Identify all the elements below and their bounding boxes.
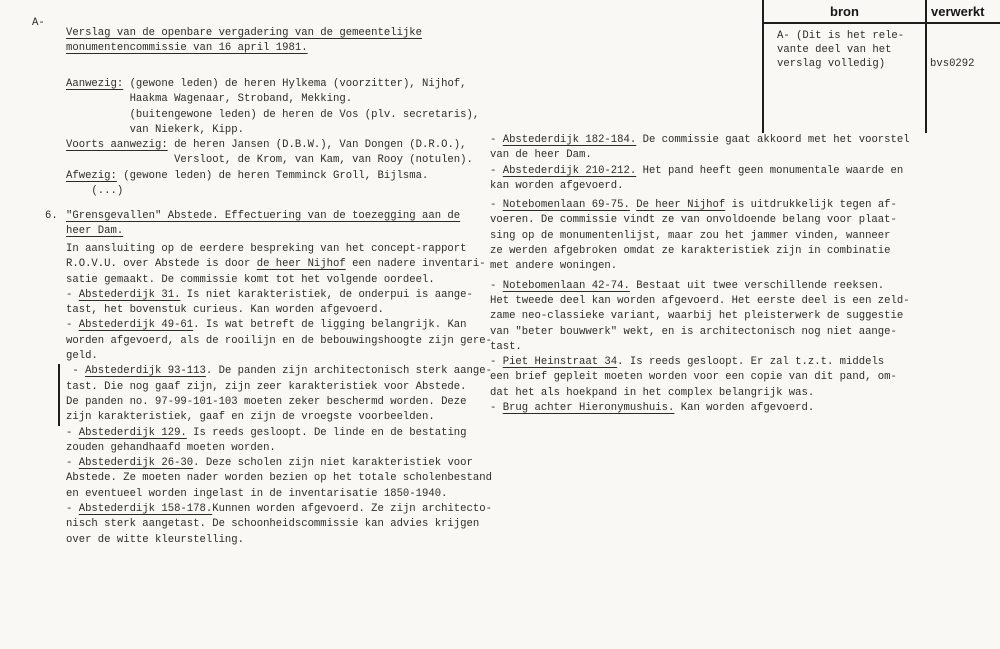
text-line: Haakma Wagenaar, Stroband, Mekking. bbox=[66, 93, 353, 106]
text-line: met andere woningen. bbox=[490, 260, 618, 273]
text-line: satie gemaakt. De commissie komt tot het volgende oordeel. bbox=[66, 273, 435, 286]
text-line: kan worden afgevoerd. bbox=[490, 179, 624, 192]
paragraph bbox=[490, 198, 910, 274]
text-line: Aanwezig: (gewone leden) de heren Hylkema (voorzitter), Nijhof, bbox=[66, 78, 467, 90]
text-line: - Abstederdijk 93-113. De panden zijn architectonisch sterk aange- bbox=[66, 365, 492, 378]
text-line: Verslag van de openbare vergadering van de gemeentelijke bbox=[66, 27, 423, 39]
section-number: 6. bbox=[45, 210, 58, 222]
text-line: (...) bbox=[66, 185, 124, 198]
text-line: voeren. De commissie vindt ze van onvoldoende belang voor plaat- bbox=[490, 214, 897, 227]
text-line: Versloot, de Krom, van Kam, van Rooy (notulen). bbox=[66, 154, 473, 167]
document-title bbox=[66, 26, 422, 57]
text-line: van "beter bouwwerk" wekt, en is architectonisch nog niet aange- bbox=[490, 325, 897, 338]
text-line: - Abstederdijk 182-184. De commissie gaat akkoord met het voorstel bbox=[490, 134, 910, 146]
bron-cell-note bbox=[777, 29, 904, 72]
text-line: "Grensgevallen" Abstede. Effectuering van de toezegging aan de bbox=[66, 210, 461, 222]
text-line: - Abstederdijk 158-178.Kunnen worden afgevoerd. Ze zijn architecto- bbox=[66, 503, 492, 516]
text-line: geld. bbox=[66, 350, 98, 363]
text-line: De panden no. 97-99-101-103 moeten zeker beschermd worden. Deze bbox=[66, 395, 467, 408]
text-line: Voorts aanwezig: de heren Jansen (D.B.W.), Van Dongen (D.R.O.), bbox=[66, 139, 467, 152]
section-heading bbox=[66, 209, 460, 240]
paragraph bbox=[490, 401, 910, 416]
text-line: tast, het bovenstuk curieus. Kan worden afgevoerd. bbox=[66, 304, 384, 317]
margin-emphasis-line bbox=[58, 364, 60, 426]
text-line: - Abstederdijk 31. Is niet karakteristiek, de onderpui is aange- bbox=[66, 288, 473, 301]
table-middle-border bbox=[925, 0, 927, 133]
margin-mark: A- bbox=[32, 17, 45, 29]
text-line: - Piet Heinstraat 34. Is reeds gesloopt. Er zal t.z.t. middels bbox=[490, 356, 885, 369]
text-line: zijn karakteristiek, gaaf en zijn de vroegste voorbeelden. bbox=[66, 411, 435, 424]
text-line: sing op de monumentenlijst, maar zou het jammer vinden, wanneer bbox=[490, 229, 891, 242]
bron-column-header: bron bbox=[830, 4, 859, 19]
paragraph bbox=[490, 279, 910, 355]
text-line: monumentencommissie van 16 april 1981. bbox=[66, 42, 308, 55]
text-line: van Niekerk, Kipp. bbox=[66, 123, 245, 136]
text-line: - Notebomenlaan 69-75. De heer Nijhof is uitdrukkelijk tegen af- bbox=[490, 199, 897, 212]
text-line: - Abstederdijk 210-212. Het pand heeft geen monumentale waarde en bbox=[490, 164, 904, 177]
paragraph bbox=[490, 355, 910, 401]
text-line: - Abstederdijk 129. Is reeds gesloopt. De linde en de bestating bbox=[66, 426, 467, 439]
text-line: dat het als hoekpand in het complex belangrijk was. bbox=[490, 386, 815, 399]
paragraph bbox=[490, 164, 910, 195]
text-line: zouden gehandhaafd moeten worden. bbox=[66, 441, 276, 454]
text-line: tast. Die nog gaaf zijn, zijn zeer karakteristiek voor Abstede. bbox=[66, 380, 467, 393]
section-body-left-column bbox=[66, 242, 492, 548]
text-line: nisch sterk aangetast. De schoonheidscommissie kan advies krijgen bbox=[66, 518, 480, 531]
text-line: zame neo-classieke variant, waarbij het pleisterwerk de suggestie bbox=[490, 310, 904, 323]
verwerkt-cell-code: bvs0292 bbox=[930, 58, 975, 70]
text-line: vante deel van het bbox=[777, 44, 892, 57]
text-line: Abstede. Ze moeten nader worden bezien op het totale scholenbestand bbox=[66, 472, 492, 485]
paragraph bbox=[490, 133, 910, 164]
text-line: Het tweede deel kan worden afgevoerd. Het eerste deel is een zeld- bbox=[490, 294, 910, 307]
text-line: van de heer Dam. bbox=[490, 149, 592, 162]
text-line: R.O.V.U. over Abstede is door de heer Nijhof een nadere inventari- bbox=[66, 258, 486, 271]
text-line: - Abstederdijk 49-61. Is wat betreft de ligging belangrijk. Kan bbox=[66, 319, 467, 332]
text-line: - Abstederdijk 26-30. Deze scholen zijn niet karakteristiek voor bbox=[66, 457, 473, 470]
text-line: In aansluiting op de eerdere bespreking van het concept-rapport bbox=[66, 243, 467, 255]
text-line: tast. bbox=[490, 340, 522, 353]
text-line: - Brug achter Hieronymushuis. Kan worden afgevoerd. bbox=[490, 402, 815, 415]
text-line: - Notebomenlaan 42-74. Bestaat uit twee verschillende reeksen. bbox=[490, 279, 885, 292]
verwerkt-column-header: verwerkt bbox=[931, 4, 985, 19]
text-line: verslag volledig) bbox=[777, 58, 886, 71]
text-line: een brief gepleit moeten worden voor een copie van dit pand, om- bbox=[490, 371, 897, 384]
text-line: worden afgevoerd, als de rooilijn en de bebouwingshoogte zijn gere- bbox=[66, 334, 492, 347]
attendees-list bbox=[66, 77, 479, 199]
text-line: over de witte kleurstelling. bbox=[66, 533, 245, 546]
text-line: en eventueel worden ingelast in de inventarisatie 1850-1940. bbox=[66, 487, 448, 500]
text-line: Afwezig: (gewone leden) de heren Temminck Groll, Bijlsma. bbox=[66, 169, 429, 182]
text-line: A- (Dit is het rele- bbox=[777, 30, 905, 42]
table-header-underline bbox=[762, 22, 1000, 24]
text-line: ze werden afgebroken omdat ze karakteristiek zijn in combinatie bbox=[490, 245, 891, 258]
text-line: (buitengewone leden) de heren de Vos (plv. secretaris), bbox=[66, 108, 480, 121]
text-line: heer Dam. bbox=[66, 225, 124, 238]
section-body-right-column bbox=[490, 133, 910, 416]
